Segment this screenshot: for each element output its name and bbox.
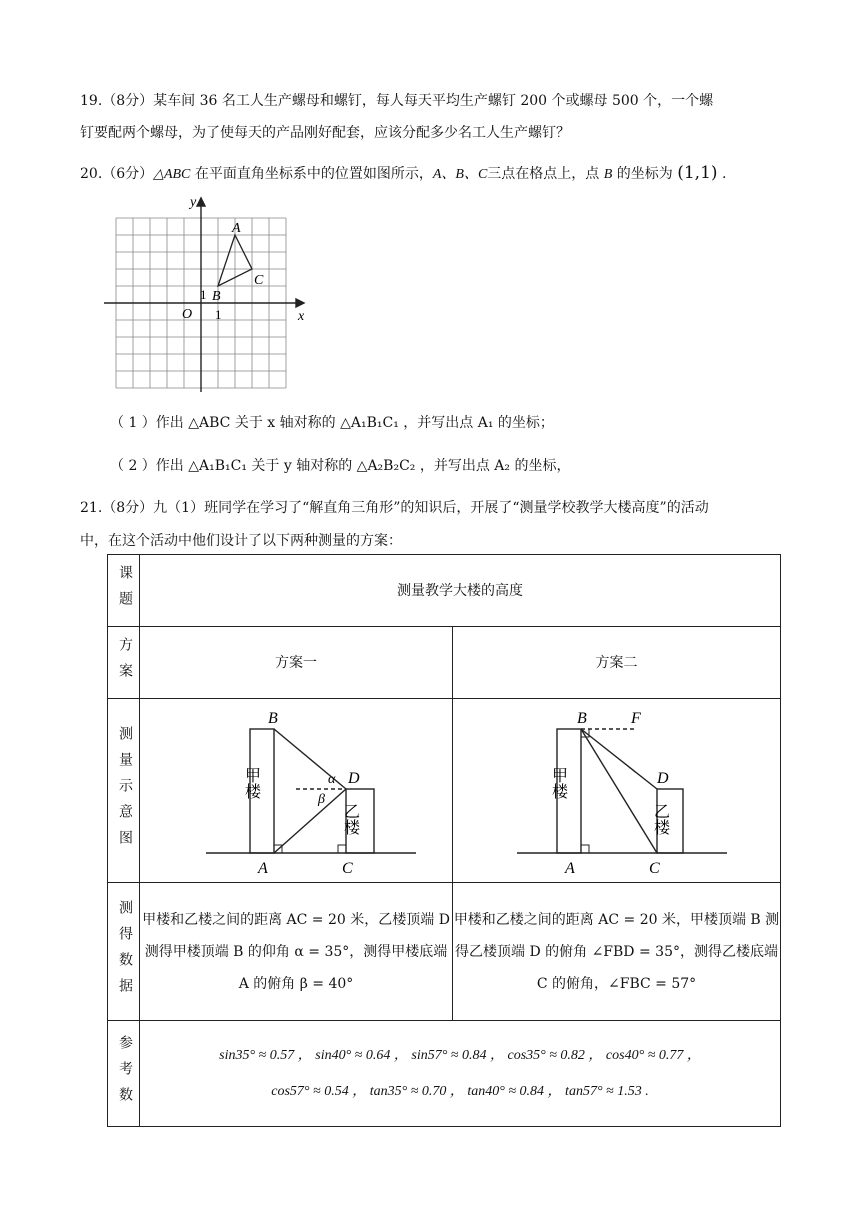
plan1-label-d: D xyxy=(348,769,360,787)
plan-header-cell xyxy=(108,627,140,699)
plan1-label-c: C xyxy=(342,859,353,877)
reference-line-1: sin35° ≈ 0.57 ， sin40° ≈ 0.64 ， sin57° ≈ 0.84 ， cos35° ≈ 0.82 ， cos40° ≈ 0.77 ， xyxy=(219,1047,701,1063)
reference-cell xyxy=(140,1021,781,1127)
q20-triangle: △ABC xyxy=(153,167,191,182)
plan2-label-b: B xyxy=(576,709,587,727)
point-a-label: A xyxy=(232,221,241,236)
y-tick-label: 1 xyxy=(200,287,207,302)
plan1-label-beta: β xyxy=(318,791,325,807)
coordinate-grid-figure xyxy=(98,192,318,392)
topic-header-cell xyxy=(108,555,140,627)
x-tick-label: 1 xyxy=(215,307,222,322)
q20-coordinate: (1,1) xyxy=(677,163,718,183)
q20-subquestion-1: （ 1 ）作出 △ABC 关于 x 轴对称的 △A₁B₁C₁ ，并写出点 A₁ 的坐标； xyxy=(110,415,554,431)
x-axis-label: x xyxy=(298,309,305,324)
plan1-label-alpha: α xyxy=(328,771,336,787)
plan1-building-jia: 甲楼 xyxy=(242,766,262,799)
measurement-plan-table xyxy=(107,554,781,1127)
q21-line2: 中，在这个活动中他们设计了以下两种测量的方案： xyxy=(80,533,402,549)
coordinate-grid xyxy=(98,192,318,392)
plan2-label-c: C xyxy=(648,859,660,877)
reference-header: 参考数 xyxy=(117,1034,133,1113)
plan-header: 方案 xyxy=(117,636,133,689)
q20-prefix: 20.（6分） xyxy=(80,166,154,182)
table-row-plan xyxy=(108,627,781,699)
point-c-label: C xyxy=(254,273,264,288)
plan2-diagram xyxy=(467,703,767,879)
point-b-label: B xyxy=(212,289,221,304)
diagram-header-cell xyxy=(108,699,140,883)
diagram2-cell xyxy=(453,699,781,883)
plan2-building-yi: 乙楼 xyxy=(651,802,670,835)
plan1-building-yi: 乙楼 xyxy=(341,802,361,835)
data1-cell: 甲楼和乙楼之间的距离 AC = 20 米，乙楼顶端 D 测得甲楼顶端 B 的仰角 α = 35°，测得甲楼底端 A 的俯角 β = 40° xyxy=(140,883,453,1021)
plan2-cell: 方案二 xyxy=(453,627,781,699)
table-row-reference xyxy=(108,1021,781,1127)
plan2-building-jia: 甲楼 xyxy=(549,766,568,799)
plan1-label-a: A xyxy=(258,859,268,877)
origin-label: O xyxy=(182,307,193,322)
plan1-cell: 方案一 xyxy=(140,627,453,699)
plan2-label-f: F xyxy=(630,709,641,727)
diagram-header: 测量示意图 xyxy=(117,725,133,856)
q20-stem xyxy=(80,163,726,183)
q20-point-b: B xyxy=(603,167,613,182)
q20-mid: 在平面直角坐标系中的位置如图所示， xyxy=(194,166,433,182)
data2-cell: 甲楼和乙楼之间的距离 AC = 20 米，甲楼顶端 B 测得乙楼顶端 D 的俯角 ∠FBD = 35°，测得乙楼底端 C 的俯角，∠FBC = 57° xyxy=(453,883,781,1021)
table-row-data xyxy=(108,883,781,1021)
reference-header-cell xyxy=(108,1021,140,1127)
q20-mid2: 三点在格点上，点 xyxy=(487,166,600,182)
plan2-label-a: A xyxy=(564,859,575,877)
plan2-label-d: D xyxy=(656,769,669,787)
plan1-diagram xyxy=(146,703,446,879)
q21-line1: 21.（8分）九（1）班同学在学习了“解直角三角形”的知识后，开展了“测量学校教学大楼高度”的活动 xyxy=(80,500,709,516)
diagram1-cell xyxy=(140,699,453,883)
q19-line1: 19.（8分）某车间 36 名工人生产螺母和螺钉，每人每天平均生产螺钉 200 个或螺母 500 个，一个螺 xyxy=(80,93,714,109)
data-header: 测得数据 xyxy=(117,899,133,1004)
q20-points: A、B、C xyxy=(432,167,488,182)
table-row-diagram xyxy=(108,699,781,883)
data-header-cell xyxy=(108,883,140,1021)
topic-cell: 测量教学大楼的高度 xyxy=(140,555,781,627)
reference-line-2: cos57° ≈ 0.54 ， tan35° ≈ 0.70 ， tan40° ≈ 0.84 ， tan57° ≈ 1.53 . xyxy=(271,1083,649,1099)
topic-header: 课题 xyxy=(117,564,133,617)
plan1-label-b: B xyxy=(268,709,278,727)
q19-line2: 钉要配两个螺母，为了使每天的产品刚好配套，应该分配多少名工人生产螺钉？ xyxy=(80,125,570,141)
q20-subquestion-2: （ 2 ）作出 △A₁B₁C₁ 关于 y 轴对称的 △A₂B₂C₂ ，并写出点 A₂ 的坐标， xyxy=(110,458,571,474)
q20-mid3: 的坐标为 xyxy=(616,166,673,182)
table-row-topic xyxy=(108,555,781,627)
q20-end: . xyxy=(721,166,727,182)
y-axis-label: y xyxy=(190,195,197,210)
